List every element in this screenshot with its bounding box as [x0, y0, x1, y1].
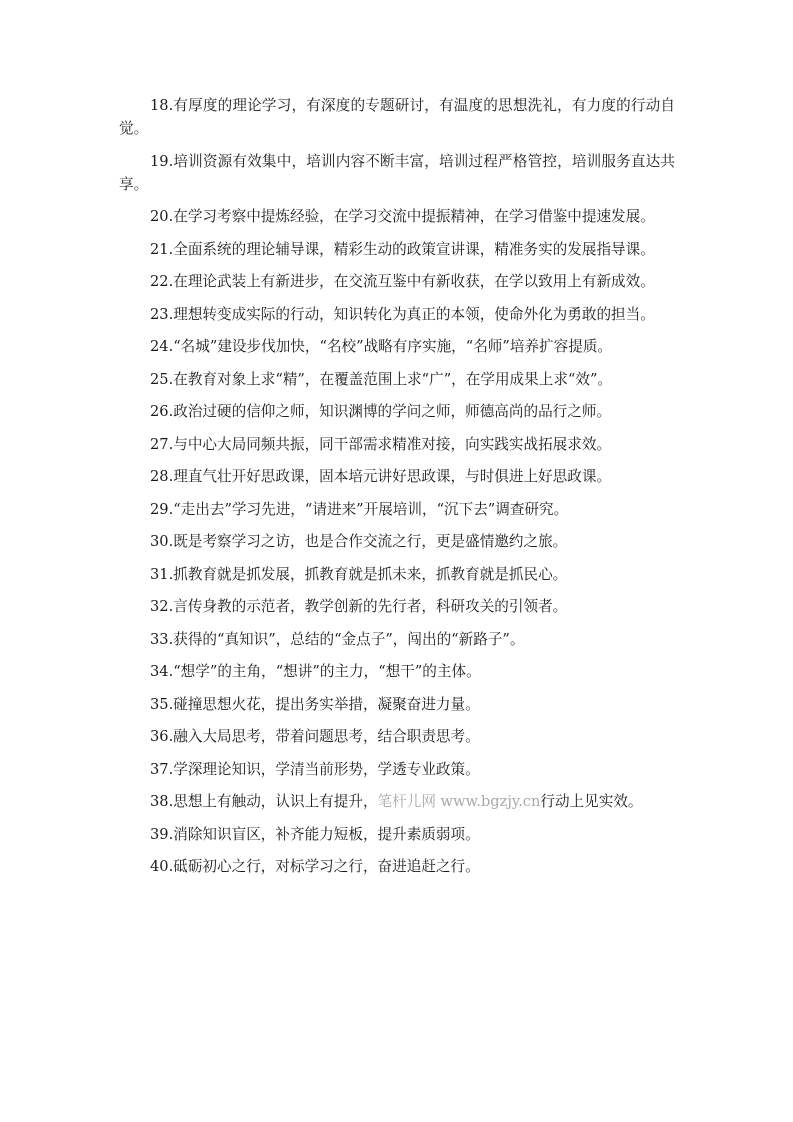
slogan-list	[119, 94, 675, 888]
list-item	[119, 790, 675, 813]
item-number: 39.	[150, 825, 174, 843]
item-number: 30.	[150, 533, 174, 550]
list-item	[119, 205, 675, 228]
item-number: 23.	[150, 305, 174, 323]
list-item	[119, 758, 675, 781]
list-item	[119, 335, 675, 358]
list-item	[119, 660, 675, 683]
item-number: 25.	[150, 370, 174, 388]
item-text: 抓教育就是抓发展，抓教育就是抓未来，抓教育就是抓民心。	[173, 565, 568, 583]
item-number: 26.	[150, 403, 174, 420]
item-text-after: 行动上见实效。	[540, 793, 643, 810]
list-item	[119, 368, 675, 391]
item-number: 32.	[150, 598, 174, 615]
item-text: 思想上有触动，认识上有提升，	[173, 793, 378, 810]
list-item	[119, 530, 675, 553]
item-number: 24.	[150, 338, 174, 355]
item-text: 言传身教的示范者，教学创新的先行者，科研攻关的引领者。	[173, 598, 568, 615]
item-text: 在学习考察中提炼经验，在学习交流中提振精神，在学习借鉴中提速发展。	[173, 208, 655, 225]
item-number: 29.	[150, 500, 174, 518]
item-number: 31.	[150, 565, 174, 583]
list-item	[119, 725, 675, 748]
item-number: 37.	[150, 760, 174, 778]
item-text: 培训资源有效集中，培训内容不断丰富，培训过程严格管控，培训服务直达共享。	[119, 152, 675, 193]
list-item	[119, 465, 675, 488]
item-number: 40.	[150, 858, 174, 875]
item-number: 33.	[150, 630, 174, 648]
item-number: 20.	[150, 208, 174, 225]
item-text: “名城”建设步伐加快，“名校”战略有序实施，“名师”培养扩容提质。	[173, 338, 613, 355]
item-text: 有厚度的理论学习，有深度的专题研讨，有温度的思想洗礼，有力度的行动自觉。	[119, 97, 675, 137]
list-item	[119, 94, 675, 140]
item-text: 砥砺初心之行，对标学习之行，奋进追赶之行。	[173, 858, 480, 875]
item-text: 理直气壮开好思政课，固本培元讲好思政课，与时俱进上好思政课。	[173, 468, 612, 485]
list-item	[119, 855, 675, 878]
item-number: 18.	[150, 97, 174, 114]
item-number: 28.	[150, 468, 174, 485]
item-text: 在理论武装上有新进步，在交流互鉴中有新收获，在学以致用上有新成效。	[173, 273, 655, 290]
list-item	[119, 693, 675, 716]
list-item	[119, 563, 675, 586]
list-item	[119, 400, 675, 423]
item-number: 27.	[150, 435, 174, 453]
item-number: 36.	[150, 728, 174, 745]
item-text: 学深理论知识，学清当前形势，学透专业政策。	[173, 760, 480, 778]
list-item	[119, 303, 675, 326]
item-text: 消除知识盲区，补齐能力短板，提升素质弱项。	[173, 825, 480, 843]
list-item	[119, 498, 675, 521]
item-text: 碰撞思想火花，提出务实举措，凝聚奋进力量。	[173, 695, 480, 713]
list-item	[119, 150, 675, 196]
item-text: 既是考察学习之访，也是合作交流之行，更是盛情邀约之旅。	[173, 533, 568, 550]
list-item	[119, 270, 675, 293]
list-item	[119, 595, 675, 618]
item-text: 政治过硬的信仰之师，知识渊博的学问之师，师德高尚的品行之师。	[173, 403, 612, 420]
item-text: 在教育对象上求“精”，在覆盖范围上求“广”，在学用成果上求“效”。	[173, 370, 613, 388]
list-item	[119, 823, 675, 846]
item-text: 与中心大局同频共振，同干部需求精准对接，向实践实战拓展求效。	[173, 435, 612, 453]
watermark-text: 笔杆儿网 www.bgzjy.cn	[377, 793, 541, 810]
item-number: 34.	[150, 663, 174, 680]
item-text: 获得的“真知识”，总结的“金点子”，闯出的“新路子”。	[173, 630, 525, 648]
item-text: 理想转变成实际的行动，知识转化为真正的本领，使命外化为勇敢的担当。	[173, 305, 655, 323]
item-number: 19.	[150, 152, 174, 170]
item-text: 融入大局思考，带着问题思考，结合职责思考。	[173, 728, 480, 745]
item-number: 35.	[150, 695, 174, 713]
item-number: 38.	[150, 793, 174, 810]
item-number: 21.	[150, 240, 174, 258]
list-item	[119, 238, 675, 261]
item-text: 全面系统的理论辅导课，精彩生动的政策宣讲课，精准务实的发展指导课。	[173, 240, 655, 258]
item-text: “想学”的主角，“想讲”的主力，“想干”的主体。	[173, 663, 481, 680]
list-item	[119, 433, 675, 456]
item-text: “走出去”学习先进，“请进来”开展培训，“沉下去”调查研究。	[173, 500, 569, 518]
list-item	[119, 628, 675, 651]
item-number: 22.	[150, 273, 174, 290]
